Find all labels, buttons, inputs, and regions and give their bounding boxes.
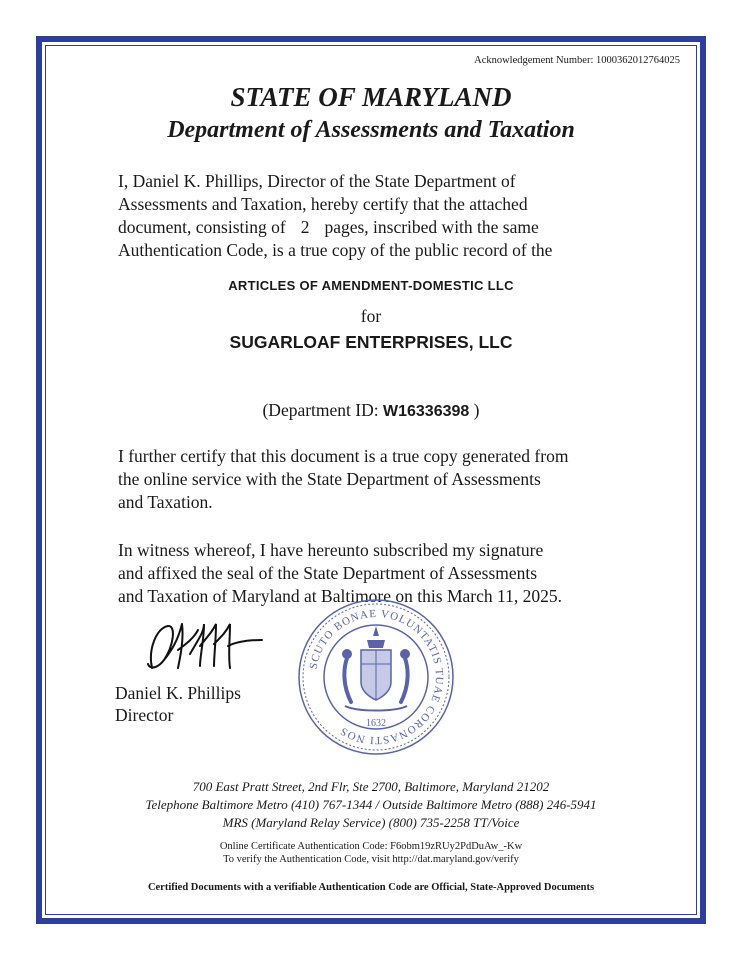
certify-line-3 <box>118 216 638 239</box>
document-type: ARTICLES OF AMENDMENT-DOMESTIC LLC <box>228 278 514 293</box>
further-line-2: the online service with the State Department of Assessments <box>118 469 541 489</box>
certify-line-4: Authentication Code, is a true copy of the public record of the <box>118 240 553 260</box>
state-seal <box>297 598 455 756</box>
address-block <box>0 778 742 832</box>
department-id-line <box>0 400 742 421</box>
acknowledgement-number: Acknowledgement Number: 1000362012764025 <box>474 55 680 66</box>
for-label: for <box>360 306 382 326</box>
director-signature <box>138 610 268 680</box>
page-count: 2 <box>300 217 310 237</box>
further-line-1: I further certify that this document is a true copy generated from <box>118 446 569 466</box>
certify-line-3-post: pages, inscribed with the same <box>324 217 539 237</box>
signatory-title: Director <box>115 705 174 725</box>
address-line-3: MRS (Maryland Relay Service) (800) 735-2258 TT/Voice <box>222 815 520 830</box>
further-line-3: and Taxation. <box>118 492 213 512</box>
witness-line-3-pre: and Taxation of Maryland at Baltimore on this <box>118 586 443 606</box>
signatory-name: Daniel K. Phillips <box>115 683 241 703</box>
entity-name: SUGARLOAF ENTERPRISES, LLC <box>229 332 513 352</box>
seal-ring-text: SCUTO BONAE VOLUNTATIS TUAE CORONASTI NOS <box>307 607 446 747</box>
footer-note: Certified Documents with a verifiable Authentication Code are Official, State-Approved Documents <box>147 882 595 893</box>
certification-paragraph <box>118 170 638 262</box>
department-title: Department of Assessments and Taxation <box>167 117 575 143</box>
seal-year: 1632 <box>366 718 386 729</box>
further-certify-paragraph <box>118 445 638 514</box>
verify-url[interactable]: To verify the Authentication Code, visit http://dat.maryland.gov/verify <box>223 854 519 865</box>
witness-date: March 11, 2025. <box>446 586 562 606</box>
department-id: W16336398 <box>383 403 470 420</box>
department-id-label: (Department ID: <box>262 400 379 420</box>
address-line-1: 700 East Pratt Street, 2nd Flr, Ste 2700, Baltimore, Maryland 21202 <box>192 779 550 794</box>
witness-line-2: and affixed the seal of the State Department of Assessments <box>118 563 538 583</box>
authentication-block <box>0 840 742 866</box>
witness-line-1: In witness whereof, I have hereunto subscribed my signature <box>118 540 544 560</box>
state-title: STATE OF MARYLAND <box>230 82 512 112</box>
department-id-close: ) <box>473 400 480 420</box>
certify-line-3-pre: document, consisting of <box>118 217 286 237</box>
authentication-code: Online Certificate Authentication Code: F6obm19zRUy2PdDuAw_-Kw <box>219 841 523 852</box>
certify-line-1: I, Daniel K. Phillips, Director of the State Department of <box>118 171 516 191</box>
certify-line-2: Assessments and Taxation, hereby certify that the attached <box>118 194 528 214</box>
address-line-2: Telephone Baltimore Metro (410) 767-1344 / Outside Baltimore Metro (888) 246-5941 <box>145 797 597 812</box>
signatory-block <box>115 682 241 726</box>
